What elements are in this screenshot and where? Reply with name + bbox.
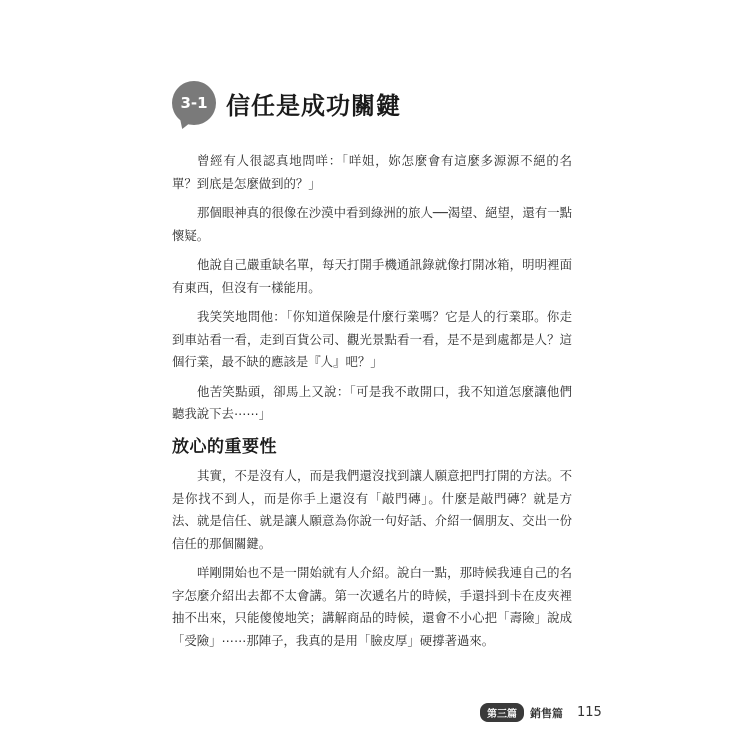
section-text-block [172, 465, 572, 659]
paragraph: 他說自己嚴重缺名單，每天打開手機通訊錄就像打開冰箱，明明裡面有東西，但沒有一樣能用。 [172, 257, 572, 295]
part-label-badge: 第三篇 [480, 703, 524, 722]
paragraph: 咩剛開始也不是一開始就有人介紹。說白一點，那時候我連自己的名字怎麼介紹出去都不太會講。第一次遞名片的時候，手還抖到卡在皮夾裡抽不出來，只能傻傻地笑；講解商品的時候，還會不小心把「壽險」說成「受險」⋯⋯那陣子，我真的是用「臉皮厚」硬撐著過來。 [172, 565, 572, 648]
page-number: 115 [577, 705, 602, 720]
chapter-title: 信任是成功關鍵 [226, 91, 401, 120]
section-heading: 放心的重要性 [172, 437, 277, 457]
chapter-number-badge: 3-1 [172, 81, 216, 125]
paragraph: 其實，不是沒有人，而是我們還沒找到讓人願意把門打開的方法。不是你找不到人，而是你手上還沒有「敲門磚」。什麼是敲門磚？就是方法、就是信任、就是讓人願意為你說一句好話、介紹一個朋友、交出一份信任的那個關鍵。 [172, 468, 572, 551]
paragraph: 曾經有人很認真地問咩：「咩姐，妳怎麼會有這麼多源源不絕的名單？到底是怎麼做到的？」 [172, 153, 572, 191]
chapter-header [172, 80, 401, 126]
page-footer [480, 703, 602, 722]
section-label: 銷售篇 [530, 706, 563, 720]
paragraph: 他苦笑點頭，卻馬上又說：「可是我不敢開口，我不知道怎麼讓他們聽我說下去⋯⋯」 [172, 383, 572, 421]
intro-text-block [172, 150, 572, 433]
paragraph: 我笑笑地問他：「你知道保險是什麼行業嗎？它是人的行業耶。你走到車站看一看，走到百貨公司、觀光景點看一看，是不是到處都是人？這個行業，最不缺的應該是『人』吧？」 [172, 309, 572, 369]
paragraph: 那個眼神真的很像在沙漠中看到綠洲的旅人──渴望、絕望，還有一點懷疑。 [172, 205, 572, 243]
